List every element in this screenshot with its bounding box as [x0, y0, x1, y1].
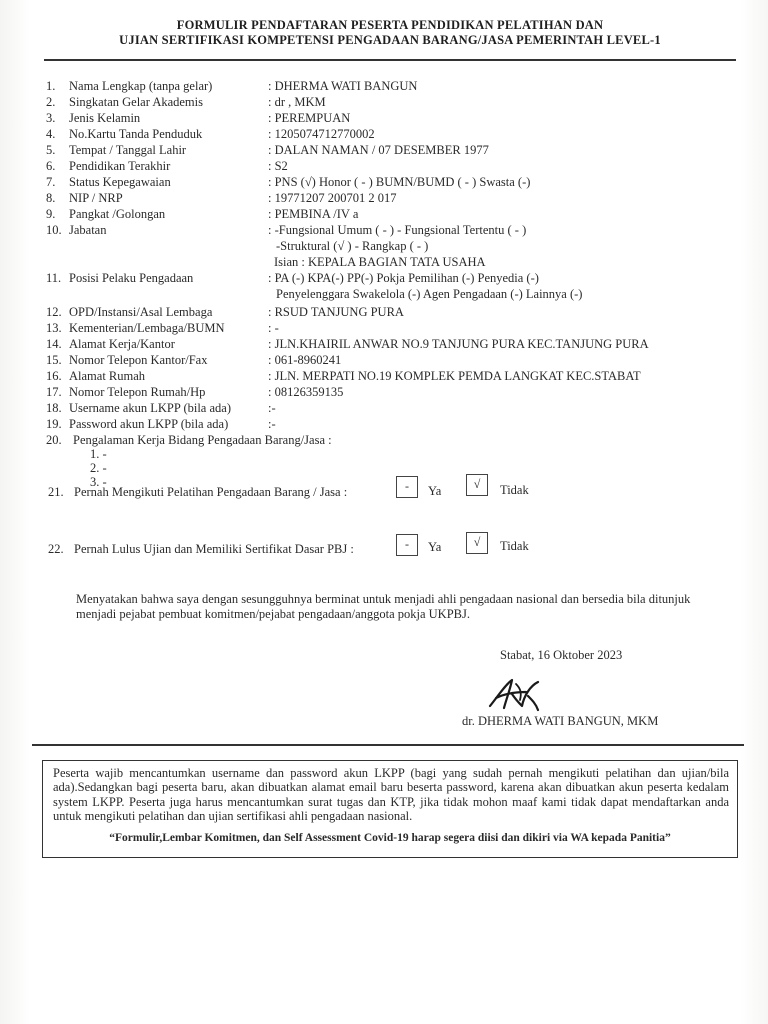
- form-title-line2: UJIAN SERTIFIKASI KOMPETENSI PENGADAAN BARANG/JASA PEMERINTAH LEVEL-1: [119, 33, 661, 47]
- posisi-line-2: Penyelenggara Swakelola (-) Agen Pengadaan (-) Lainnya (-): [276, 287, 583, 301]
- field-label: Username akun LKPP (bila ada): [69, 401, 231, 415]
- field-number: 11.: [46, 271, 62, 285]
- question-22-yes-label: Ya: [428, 540, 442, 554]
- question-22-yes-checkbox[interactable]: -: [396, 534, 418, 556]
- field-row-18: [0, 400, 768, 416]
- field-row-16: [0, 368, 768, 384]
- field-label: Password akun LKPP (bila ada): [69, 417, 229, 431]
- field-label: Nomor Telepon Kantor/Fax: [69, 353, 208, 367]
- question-22-no-checkbox[interactable]: √: [466, 532, 488, 554]
- field-number: 17.: [46, 385, 62, 399]
- field-row-4: [0, 126, 768, 142]
- field-number: 14.: [46, 337, 62, 351]
- field-label: NIP / NRP: [69, 191, 123, 205]
- field-row-12: [0, 304, 768, 320]
- field-label: Tempat / Tanggal Lahir: [69, 143, 187, 157]
- field-number: 1.: [46, 79, 56, 93]
- field-label: Nama Lengkap (tanpa gelar): [69, 79, 213, 93]
- field-row-1: [0, 78, 768, 94]
- field-row-8: [0, 190, 768, 206]
- field-label: Kementerian/Lembaga/BUMN: [69, 321, 225, 335]
- field-value: : S2: [268, 159, 288, 173]
- field-row-5: [0, 142, 768, 158]
- field-value: : PEMBINA /IV a: [268, 207, 359, 221]
- field-value: :-: [268, 417, 276, 431]
- section-divider: [32, 744, 744, 746]
- field-value: : JLN.KHAIRIL ANWAR NO.9 TANJUNG PURA KEC.TANJUNG PURA: [268, 337, 649, 351]
- field-row-13: [0, 320, 768, 336]
- field-row-9: [0, 206, 768, 222]
- field-number: 12.: [46, 305, 62, 319]
- field-label: Pengalaman Kerja Bidang Pengadaan Barang/Jasa :: [73, 433, 332, 447]
- field-row-20: [0, 432, 768, 448]
- field-number: 7.: [46, 175, 56, 189]
- field-value: : 061-8960241: [268, 353, 342, 367]
- experience-item-1: 1. -: [90, 447, 107, 461]
- field-row-6: [0, 158, 768, 174]
- field-row-15: [0, 352, 768, 368]
- question-21-no-checkbox[interactable]: √: [466, 474, 488, 496]
- field-number: 20.: [46, 433, 62, 447]
- field-number: 5.: [46, 143, 56, 157]
- notice-text: Peserta wajib mencantumkan username dan password akun LKPP (bagi yang sudah pernah mengikuti pelatihan dan ujian/bila ada).Sedangkan bagi peserta baru, akan dibuatkan alamat email baru beserta password, karena akan dibuatkan akun peserta kedalam system LKPP. Peserta juga harus mencantumkan surat tugas dan KTP, jika tidak mohon maaf kami tidak dapat mendaftarkan anda untuk mengikuti pelatihan dan ujian sertifikasi ahli pengadaan nasional.: [53, 766, 729, 824]
- signature-name: dr. DHERMA WATI BANGUN, MKM: [462, 714, 659, 728]
- field-number: 10.: [46, 223, 62, 237]
- field-number: 3.: [46, 111, 56, 125]
- field-row-2: [0, 94, 768, 110]
- field-row-14: [0, 336, 768, 352]
- field-row-17: [0, 384, 768, 400]
- field-number: 2.: [46, 95, 56, 109]
- field-row-7: [0, 174, 768, 190]
- question-22-no-label: Tidak: [500, 539, 529, 553]
- question-22-text: Pernah Lulus Ujian dan Memiliki Sertifikat Dasar PBJ :: [74, 542, 354, 556]
- field-value: : RSUD TANJUNG PURA: [268, 305, 404, 319]
- field-number: 19.: [46, 417, 62, 431]
- experience-item-2: 2. -: [90, 461, 107, 475]
- field-value: :-: [268, 401, 276, 415]
- field-label: Posisi Pelaku Pengadaan: [69, 271, 194, 285]
- signature-mark: [486, 676, 556, 717]
- field-value: : -: [268, 321, 279, 335]
- field-value: : PEREMPUAN: [268, 111, 351, 125]
- form-title: [60, 18, 720, 48]
- field-label: Alamat Rumah: [69, 369, 146, 383]
- field-row-19: [0, 416, 768, 432]
- field-number: 6.: [46, 159, 56, 173]
- jabatan-line-3: Isian : KEPALA BAGIAN TATA USAHA: [274, 255, 486, 269]
- field-label: Pendidikan Terakhir: [69, 159, 171, 173]
- field-number: 16.: [46, 369, 62, 383]
- field-value: : 08126359135: [268, 385, 344, 399]
- field-label: Singkatan Gelar Akademis: [69, 95, 203, 109]
- field-value: : PA (-) KPA(-) PP(-) Pokja Pemilihan (-) Penyedia (-): [268, 271, 539, 285]
- declaration-text: Menyatakan bahwa saya dengan sesungguhnya berminat untuk menjadi ahli pengadaan nasional dan bersedia bila ditunjuk menjadi pejabat pembuat komitmen/pejabat pengadaan/anggota pokja UKPBJ.: [76, 592, 691, 621]
- question-21-yes-checkbox[interactable]: -: [396, 476, 418, 498]
- field-row-3: [0, 110, 768, 126]
- field-value: : JLN. MERPATI NO.19 KOMPLEK PEMDA LANGKAT KEC.STABAT: [268, 369, 641, 383]
- field-number: 4.: [46, 127, 56, 141]
- field-value: : -Fungsional Umum ( - ) - Fungsional Tertentu ( - ): [268, 223, 527, 237]
- field-row-10: [0, 222, 768, 238]
- field-value: : 1205074712770002: [268, 127, 375, 141]
- title-divider: [44, 59, 736, 61]
- field-label: Status Kepegawaian: [69, 175, 171, 189]
- field-label: OPD/Instansi/Asal Lembaga: [69, 305, 213, 319]
- jabatan-line-2: -Struktural (√ ) - Rangkap ( - ): [276, 239, 429, 253]
- field-label: Pangkat /Golongan: [69, 207, 166, 221]
- field-label: Nomor Telepon Rumah/Hp: [69, 385, 206, 399]
- question-21-yes-label: Ya: [428, 484, 442, 498]
- field-label: No.Kartu Tanda Penduduk: [69, 127, 203, 141]
- field-number: 15.: [46, 353, 62, 367]
- question-21-no-label: Tidak: [500, 483, 529, 497]
- field-row-11: [0, 270, 768, 286]
- field-value: : DALAN NAMAN / 07 DESEMBER 1977: [268, 143, 489, 157]
- field-number: 13.: [46, 321, 62, 335]
- field-number: 9.: [46, 207, 56, 221]
- question-21-text: Pernah Mengikuti Pelatihan Pengadaan Barang / Jasa :: [74, 485, 348, 499]
- field-value: : PNS (√) Honor ( - ) BUMN/BUMD ( - ) Swasta (-): [268, 175, 531, 189]
- field-label: Alamat Kerja/Kantor: [69, 337, 175, 351]
- form-title-line1: FORMULIR PENDAFTARAN PESERTA PENDIDIKAN PELATIHAN DAN: [176, 18, 604, 32]
- question-21-number: 21.: [48, 485, 64, 499]
- field-label: Jabatan: [69, 223, 107, 237]
- notice-bold-text: “Formulir,Lembar Komitmen, dan Self Assessment Covid-19 harap segera diisi dan dikiri via WA kepada Panitia”: [109, 832, 671, 844]
- field-label: Jenis Kelamin: [69, 111, 141, 125]
- field-number: 8.: [46, 191, 56, 205]
- notice-box: [42, 760, 738, 858]
- experience-item-3: 3. -: [90, 475, 107, 489]
- field-number: 18.: [46, 401, 62, 415]
- field-value: : dr , MKM: [268, 95, 326, 109]
- field-value: : 19771207 200701 2 017: [268, 191, 397, 205]
- field-value: : DHERMA WATI BANGUN: [268, 79, 418, 93]
- signature-date: Stabat, 16 Oktober 2023: [500, 648, 623, 662]
- question-22-number: 22.: [48, 542, 64, 556]
